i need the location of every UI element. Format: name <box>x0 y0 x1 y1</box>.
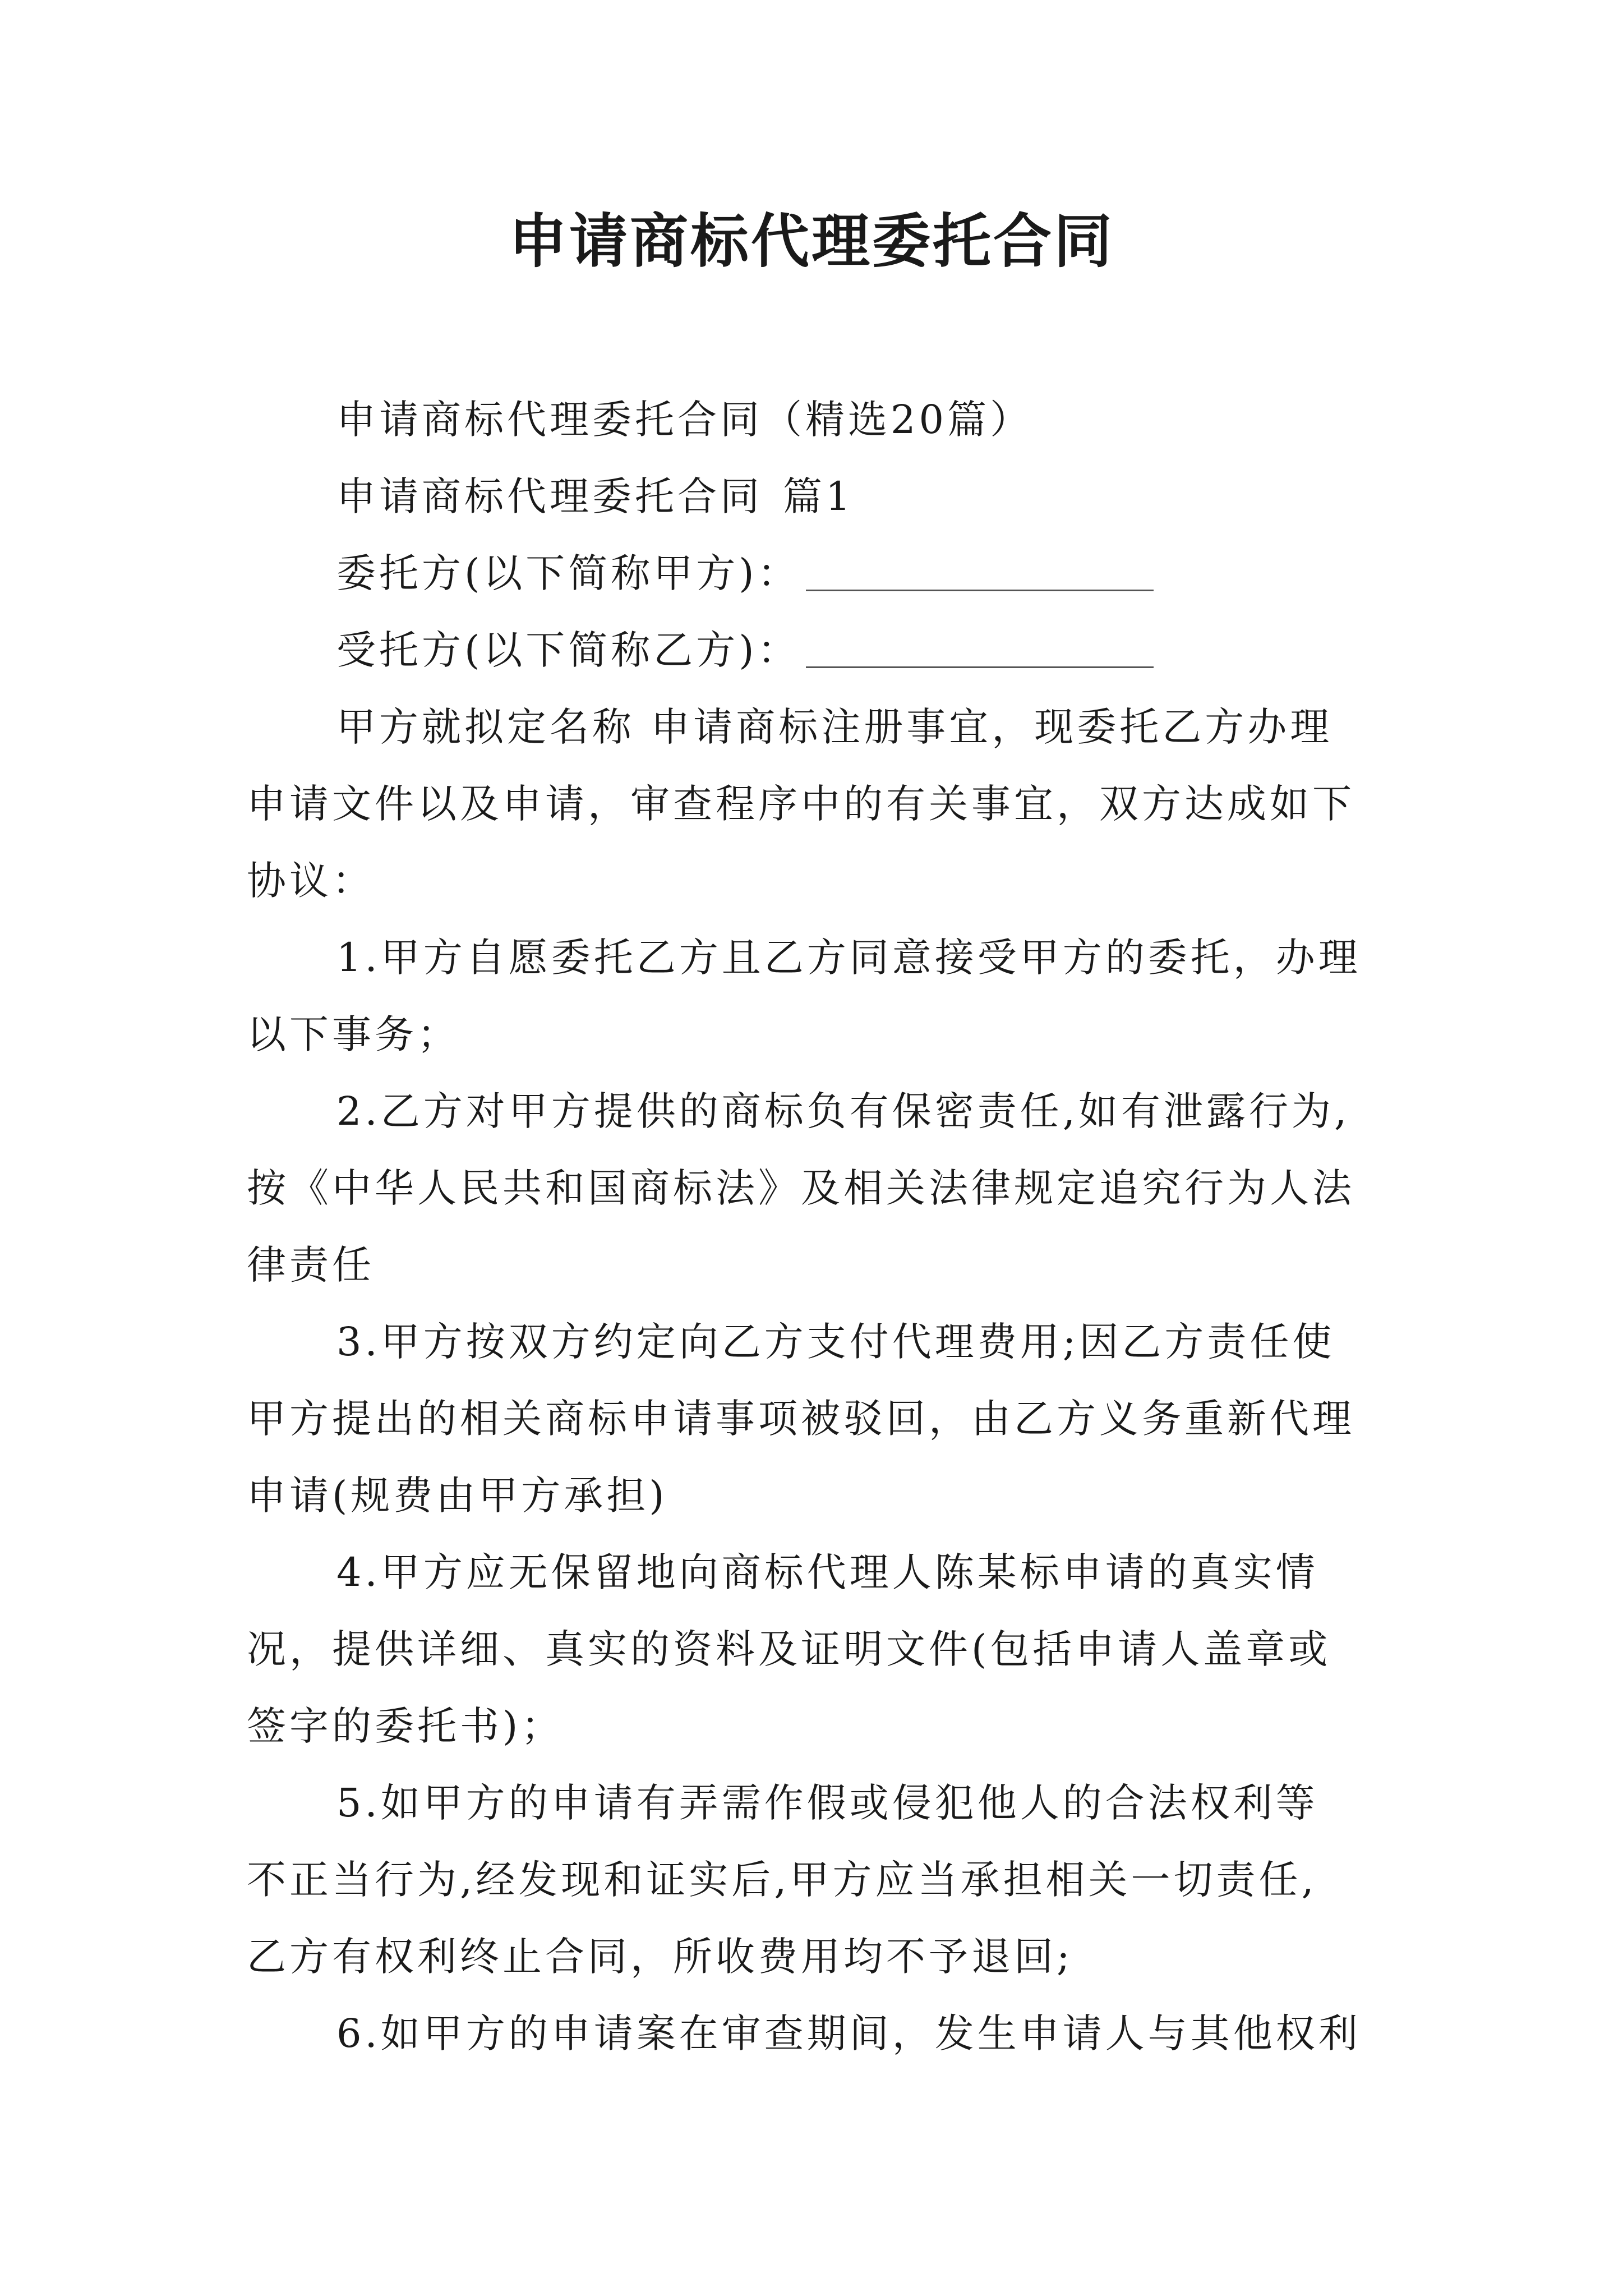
paragraph-line: 申请文件以及申请，审查程序中的有关事宜，双方达成如下 <box>247 781 1355 827</box>
paragraph-line: 签字的委托书)； <box>247 1703 564 1749</box>
party-a-label: 委托方(以下简称甲方)： <box>336 550 800 596</box>
paragraph-line: 3.甲方按双方约定向乙方支付代理费用;因乙方责任使 <box>336 1319 1335 1365</box>
paragraph-line: 以下事务； <box>247 1011 460 1057</box>
paragraph-line: 1.甲方自愿委托乙方且乙方同意接受甲方的委托，办理 <box>336 935 1361 981</box>
paragraph-line: 乙方有权利终止合同，所收费用均不予退回; <box>247 1934 1073 1980</box>
paragraph-line: 甲方提出的相关商标申请事项被驳回，由乙方义务重新代理 <box>247 1396 1355 1442</box>
section-heading-name: 申请商标代理委托合同 <box>336 473 763 519</box>
clause-5 <box>247 1765 1391 1995</box>
clause-6 <box>247 1995 1391 2072</box>
paragraph-line: 律责任 <box>247 1242 375 1288</box>
party-b-line <box>247 612 1391 689</box>
paragraph-line: 协议： <box>247 858 375 904</box>
clause-2 <box>247 1073 1391 1304</box>
paragraph-line: 2.乙方对甲方提供的商标负有保密责任,如有泄露行为, <box>336 1088 1350 1134</box>
paragraph-line: 5.如甲方的申请有弄需作假或侵犯他人的合法权利等 <box>336 1780 1318 1826</box>
section-heading <box>247 458 1391 535</box>
paragraph-line: 申请(规费由甲方承担) <box>247 1473 668 1519</box>
clause-4 <box>247 1534 1391 1765</box>
clause-1 <box>247 919 1391 1073</box>
section-heading-number: 篇1 <box>783 473 854 519</box>
paragraph-line: 6.如甲方的申请案在审查期间，发生申请人与其他权利 <box>336 2010 1361 2056</box>
paragraph-line: 4.甲方应无保留地向商标代理人陈某标申请的真实情 <box>336 1549 1318 1595</box>
paragraph-line: 况，提供详细、真实的资料及证明文件(包括申请人盖章或 <box>247 1626 1331 1672</box>
clause-3 <box>247 1304 1391 1534</box>
paragraph-line: 不正当行为,经发现和证实后,甲方应当承担相关一切责任, <box>247 1857 1317 1903</box>
document-subtitle: 申请商标代理委托合同（精选20篇） <box>336 397 1033 443</box>
party-a-blank <box>806 550 1154 591</box>
paragraph-line: 甲方就拟定名称 申请商标注册事宜，现委托乙方办理 <box>336 704 1333 750</box>
party-b-blank <box>806 627 1154 668</box>
party-b-label: 受托方(以下简称乙方)： <box>336 627 800 673</box>
party-a-line <box>247 535 1391 612</box>
document-body <box>247 381 1391 2072</box>
paragraph-intro <box>247 689 1391 919</box>
document-title: 申请商标代理委托合同 <box>508 207 1114 275</box>
paragraph-line: 按《中华人民共和国商标法》及相关法律规定追究行为人法 <box>247 1165 1355 1211</box>
